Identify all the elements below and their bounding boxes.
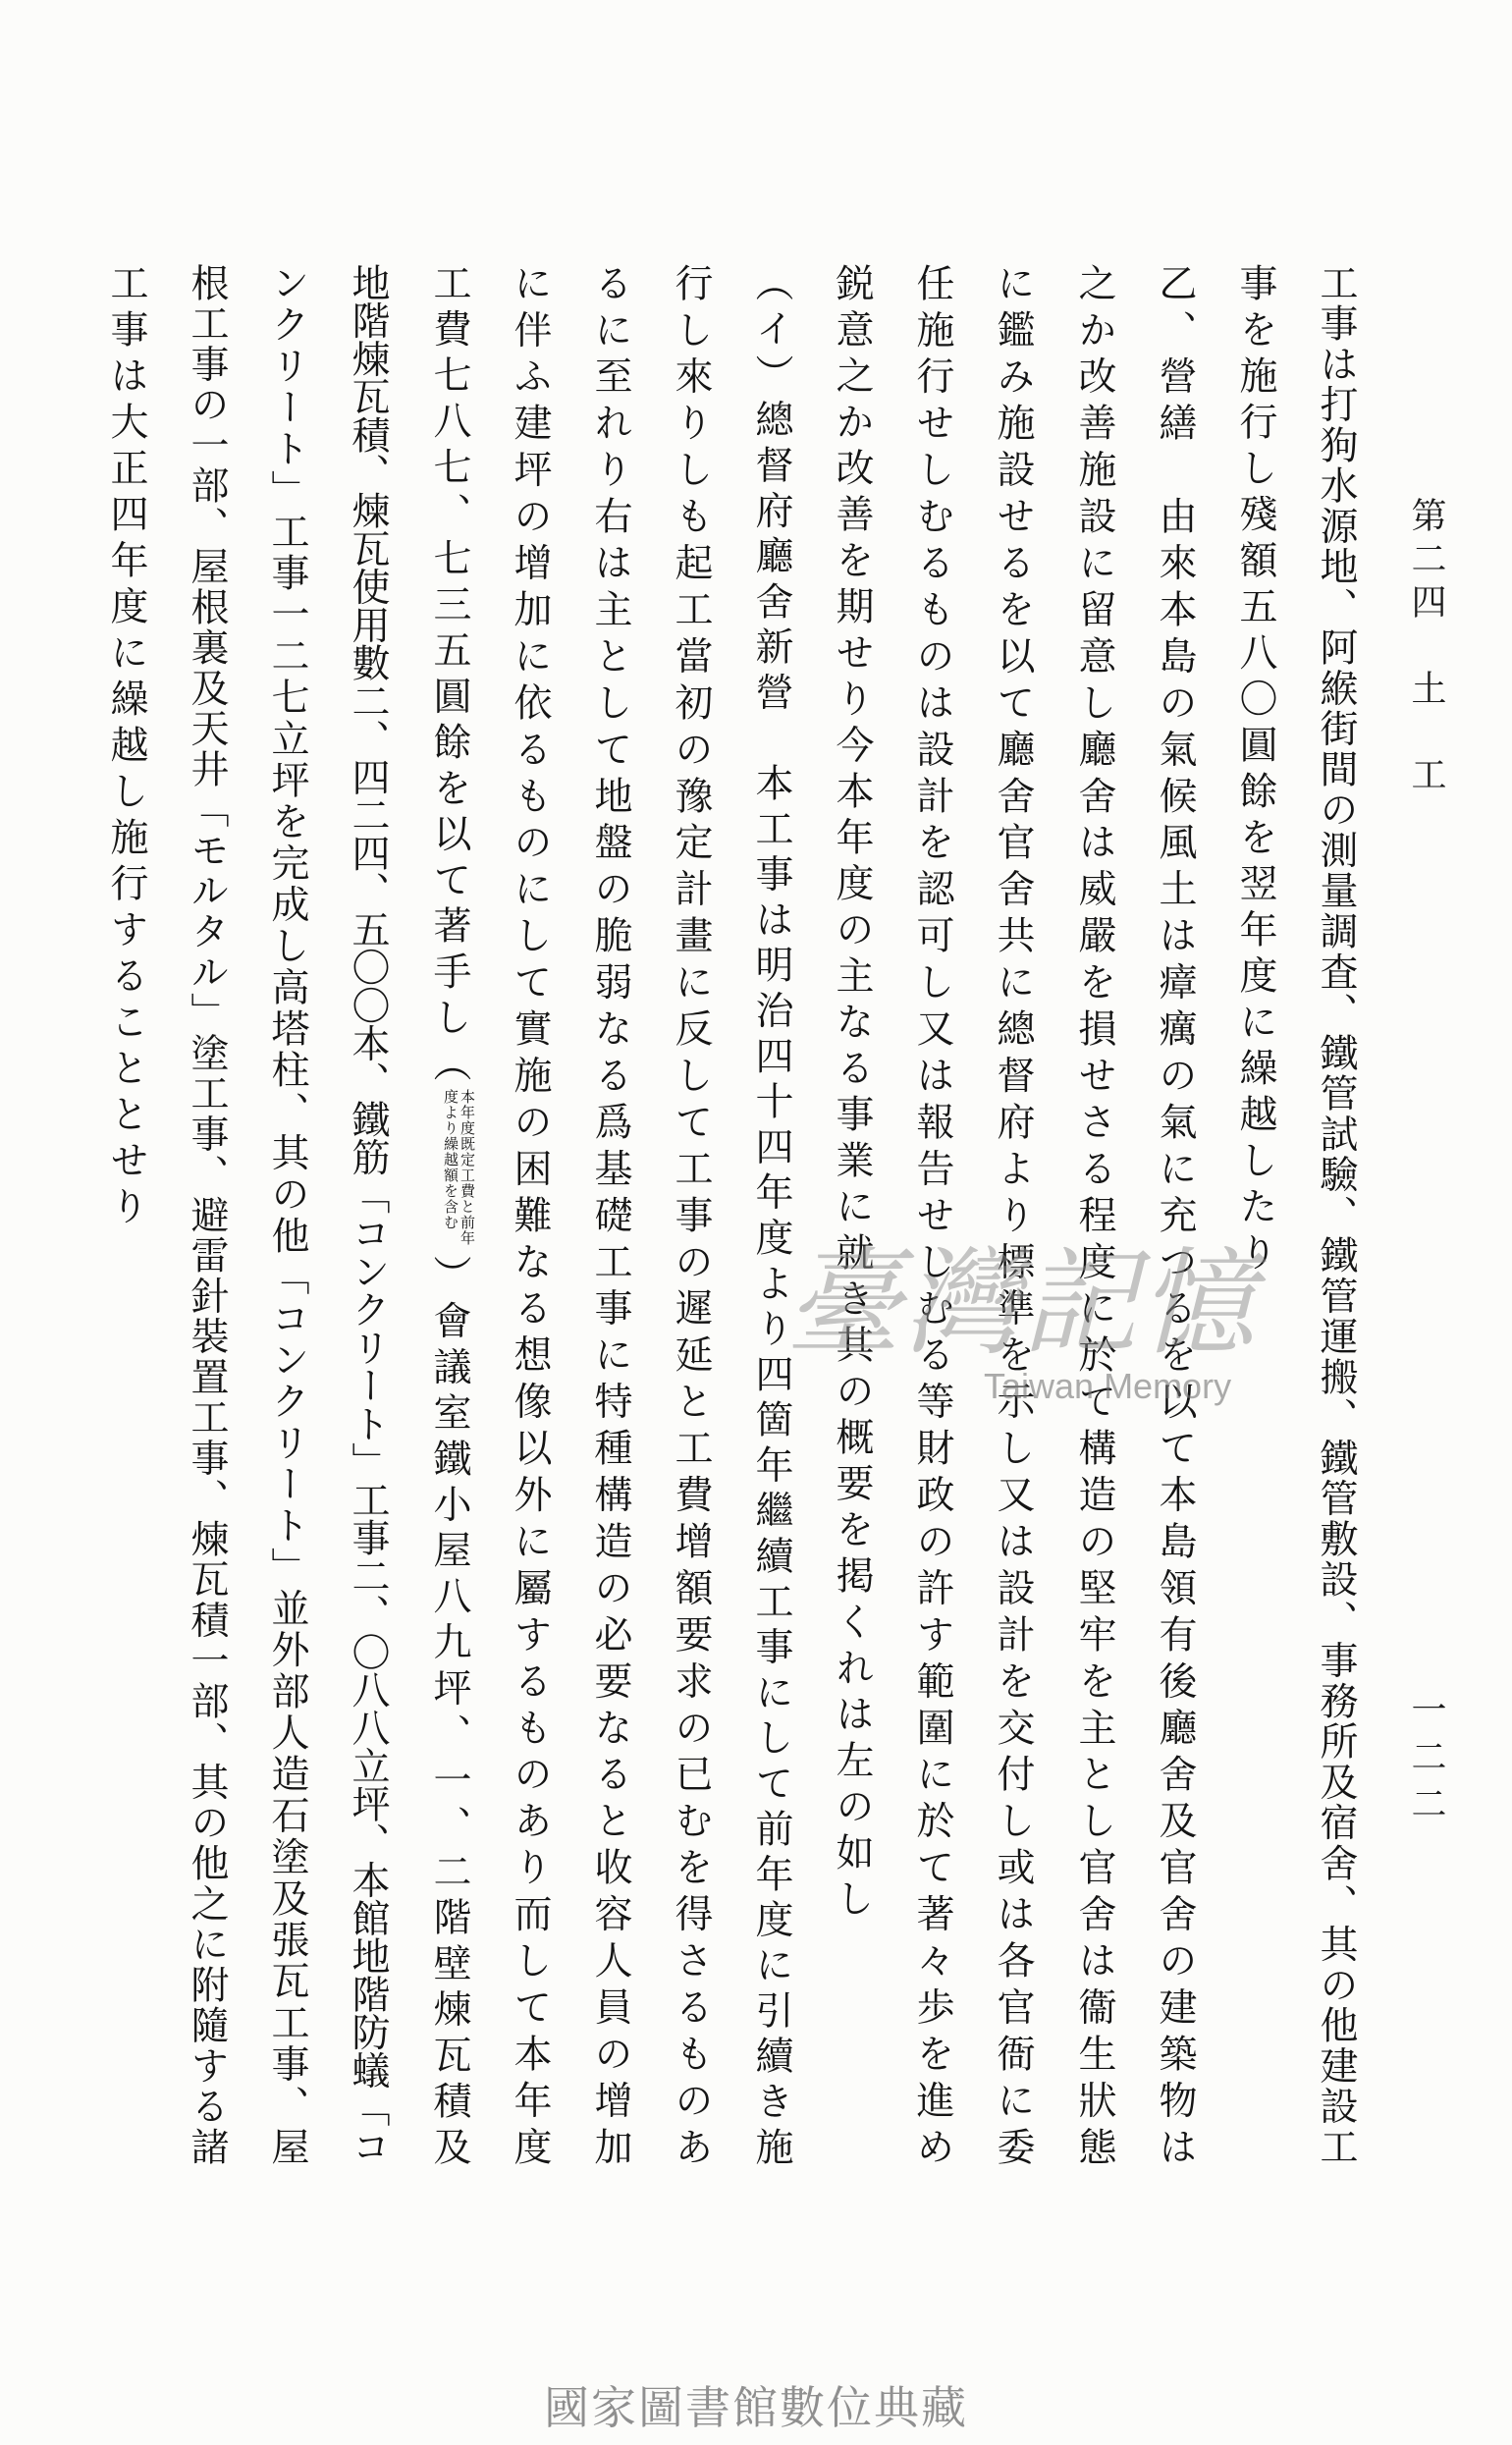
text-column: 工事は大正四年度に繰越し施行することとせり <box>104 263 148 1232</box>
text-column: に鑑み施設せるを以て廳舍官舍共に總督府より標準を示し又は設計を交付し或は各官衙に委 <box>991 263 1035 2164</box>
page-number: 一二二 <box>1406 1691 1446 1832</box>
inline-annotation <box>442 1089 475 1246</box>
text-column: るに至れり右は主として地盤の脆弱なる爲基礎工事に特種構造の必要なると收容人員の增加 <box>588 263 632 2164</box>
annotation-line: 本年度既定工費と前年 <box>459 1089 476 1247</box>
text-column <box>421 263 476 2164</box>
text-column: 行し來りしも起工當初の豫定計畫に反して工事の遲延と工費增額要求の已むを得さるものあ <box>669 263 713 2164</box>
watermark-subtitle: Taiwan Memory <box>984 1366 1232 1406</box>
text-column: 任施行せしむるものは設計を認可し又は報告せしむる等財政の許す範圍に於て著々歩を進め <box>910 263 954 2164</box>
text-column: に伴ふ建坪の增加に依るものにして實施の困難なる想像以外に屬するものあり而して本年度 <box>508 263 552 2164</box>
text-column: 之か改善施設に留意し廳舍は威嚴を損せさる程度に於て構造の堅牢を主とし官舍は衞生狀態 <box>1072 263 1116 2164</box>
watermark-logo: 臺灣記憶 <box>785 1235 1258 1371</box>
section-heading: 第二四 土 工 <box>1406 497 1446 799</box>
text-column: 根工事の一部、屋根裏及天井「モルタル」塗工事、避雷針裝置工事、煉瓦積一部、其の他之に附隨する諸 <box>185 263 229 2164</box>
text-segment: 工費七八七、七三五圓餘を以て著手し（ <box>427 263 471 1090</box>
archive-credit: 國家圖書館數位典藏 <box>544 2381 968 2434</box>
text-column: 工事は打狗水源地、阿緱街間の測量調査、鐵管試驗、鐵管運搬、鐵管敷設、事務所及宿舍、其の他建設工 <box>1314 263 1358 2164</box>
text-column: （イ）總督府廳舍新營 本工事は明治四十四年度より四箇年繼續工事にして前年度に引續き施 <box>749 263 793 2164</box>
text-column: 鋭意之か改善を期せり今本年度の主なる事業に就き其の概要を掲くれは左の如し <box>830 263 874 1925</box>
annotation-line: 度より繰越額を含む <box>442 1089 459 1231</box>
text-column: 地階煉瓦積、煉瓦使用數二、四二四、五〇〇本、鐵筋「コンクリート」工事二、〇八八立坪、本館地階防蟻「コ <box>346 263 390 2164</box>
text-segment: ）會議室鐵小屋八九坪、一、二階壁煉瓦積及 <box>427 1246 471 2165</box>
text-column: 事を施行し殘額五八〇圓餘を翌年度に繰越したり <box>1233 263 1277 1278</box>
text-column: ンクリート」工事一二七立坪を完成し高塔柱、其の他「コンクリート」並外部人造石塗及張瓦工事、屋 <box>265 263 309 2164</box>
text-column: 乙、營繕 由來本島の氣候風土は瘴癘の氣に充つるを以て本島領有後廳舍及官舍の建築物は <box>1153 263 1197 2164</box>
